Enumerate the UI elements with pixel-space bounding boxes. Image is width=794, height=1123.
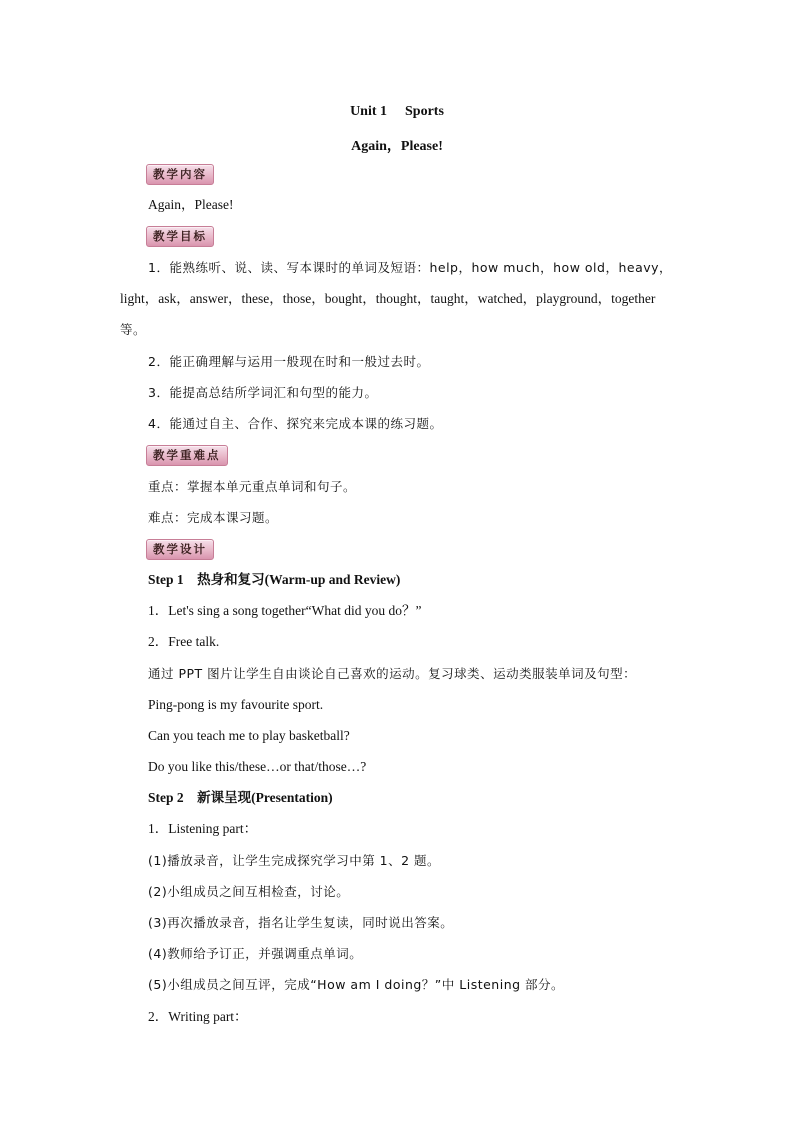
key-point: 重点：掌握本单元重点单词和句子。	[148, 479, 357, 494]
goal-3: 3．能提高总结所学词汇和句型的能力。	[148, 385, 378, 400]
step-2-listening-5: (5)小组成员之间互评，完成“How am I doing？”中 Listening 部分。	[148, 977, 565, 992]
section-tag-design: 教学设计	[146, 539, 214, 560]
goal-4: 4．能通过自主、合作、探究来完成本课的练习题。	[148, 416, 443, 431]
step-1-description: 通过 PPT 图片让学生自由谈论自己喜欢的运动。复习球类、运动类服装单词及句型：	[148, 666, 637, 681]
section-tag-goals: 教学目标	[146, 226, 214, 247]
page-subtitle: Again，Please!	[351, 139, 443, 154]
step-2-listening-4: (4)教师给予订正，并强调重点单词。	[148, 946, 363, 961]
step-2-listening-3: (3)再次播放录音，指名让学生复读，同时说出答案。	[148, 915, 454, 930]
step-1-sentence-2: Can you teach me to play basketball?	[148, 728, 350, 743]
step-2-title: Step 2 新课呈现(Presentation)	[148, 790, 333, 805]
page-title	[0, 104, 794, 120]
title-topic: Sports	[405, 104, 444, 119]
difficult-point: 难点：完成本课习题。	[148, 510, 279, 525]
step-1-title: Step 1 热身和复习(Warm-up and Review)	[148, 572, 401, 587]
goal-1-line-1: 1．能熟练听、说、读、写本课时的单词及短语：help，how much，how old，heavy，	[148, 260, 673, 275]
title-unit: Unit 1	[350, 104, 388, 119]
goal-1-line-2: light，ask，answer，these，those，bought，thought，taught，watched，playground，together	[120, 291, 656, 306]
step-1-item-1: 1．Let's sing a song together“What did you do？”	[148, 603, 422, 618]
goal-1-line-3: 等。	[120, 322, 147, 337]
goal-2: 2．能正确理解与运用一般现在时和一般过去时。	[148, 354, 430, 369]
step-2-item-1: 1．Listening part：	[148, 821, 258, 836]
step-2-listening-1: (1)播放录音，让学生完成探究学习中第 1、2 题。	[148, 853, 441, 868]
section-tag-keypoints: 教学重难点	[146, 445, 228, 466]
step-2-item-2: 2．Writing part：	[148, 1009, 248, 1024]
step-1-sentence-3: Do you like this/these…or that/those…?	[148, 759, 367, 774]
section-tag-content: 教学内容	[146, 164, 214, 185]
step-2-listening-2: (2)小组成员之间互相检查，讨论。	[148, 884, 350, 899]
step-1-sentence-1: Ping-pong is my favourite sport.	[148, 697, 324, 712]
step-1-item-2: 2．Free talk.	[148, 634, 220, 649]
content-text: Again，Please!	[148, 197, 234, 212]
